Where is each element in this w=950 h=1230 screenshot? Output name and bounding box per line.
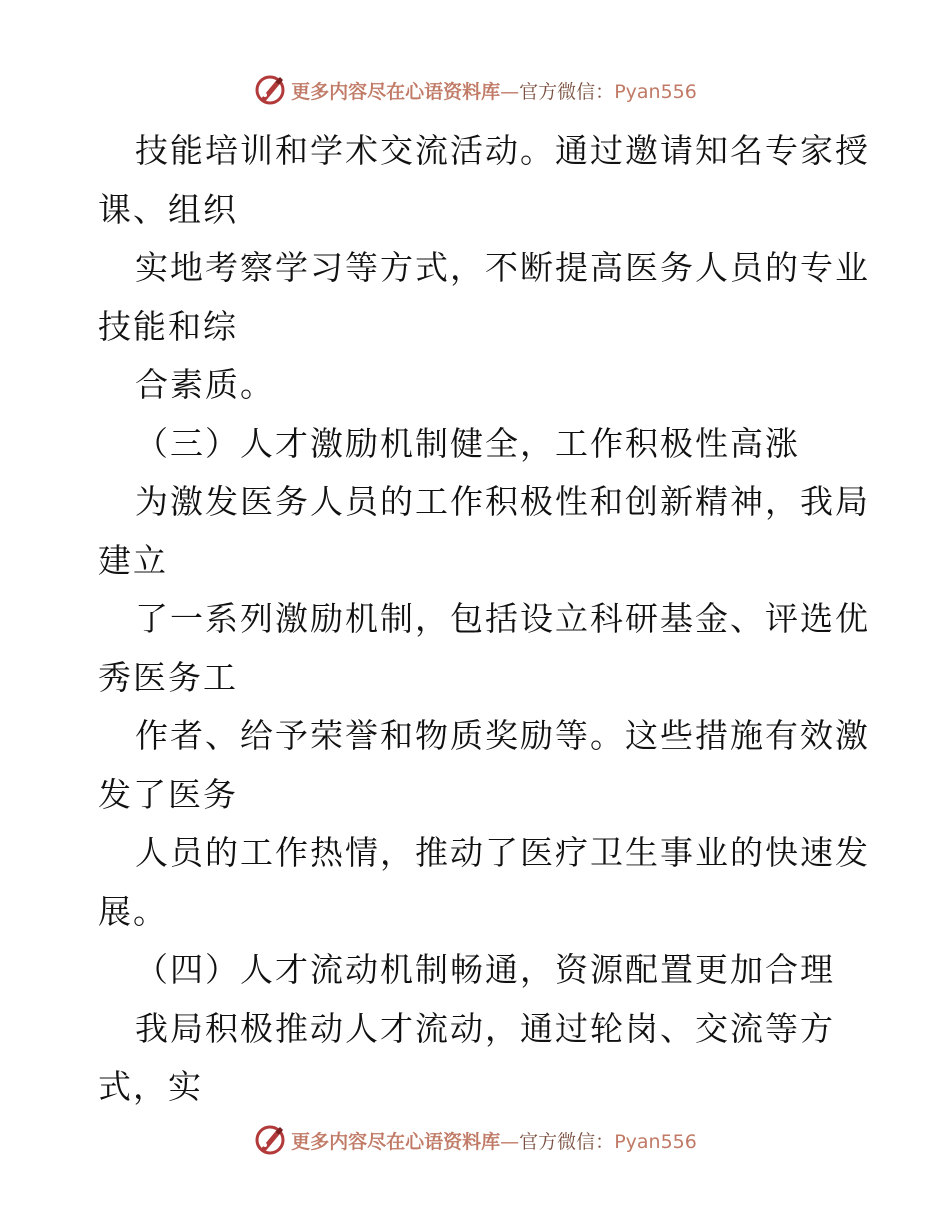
body-line: 我局积极推动人才流动，通过轮岗、交流等方	[135, 1008, 835, 1048]
body-line: 技能培训和学术交流活动。通过邀请知名专家授	[135, 131, 870, 170]
footer-wechat-id: Pyan556	[614, 1130, 697, 1153]
body-line: 式，实	[98, 1067, 203, 1106]
header-dash: —	[500, 80, 520, 103]
header-text	[291, 77, 697, 104]
pen-logo-icon	[253, 1123, 287, 1157]
document-body	[98, 122, 870, 1117]
footer-dash: —	[500, 1130, 520, 1153]
body-line: 了一系列激励机制，包括设立科研基金、评选优	[135, 599, 870, 638]
body-line: 人员的工作热情，推动了医疗卫生事业的快速发	[135, 833, 870, 872]
body-line: 建立	[98, 540, 168, 580]
pen-logo-icon	[253, 73, 287, 107]
header-wechat-label: 官方微信：	[519, 80, 615, 103]
header-wechat-id: Pyan556	[614, 80, 697, 103]
footer-text	[291, 1127, 697, 1154]
body-line: （四）人才流动机制畅通，资源配置更加合理	[135, 950, 835, 989]
header-banner	[0, 70, 950, 110]
body-line: 发了医务	[98, 774, 238, 814]
body-line: 技能和综	[98, 306, 238, 346]
body-line: （三）人才激励机制健全，工作积极性高涨	[135, 423, 800, 463]
body-line: 作者、给予荣誉和物质奖励等。这些措施有效激	[135, 716, 870, 755]
body-line: 展。	[98, 891, 168, 931]
body-line: 课、组织	[98, 189, 238, 229]
body-line: 为激发医务人员的工作积极性和创新精神，我局	[135, 482, 870, 521]
header-brand: 更多内容尽在心语资料库	[291, 80, 501, 103]
body-line: 合素质。	[135, 365, 275, 404]
body-line: 实地考察学习等方式，不断提高医务人员的专业	[135, 248, 870, 287]
footer-brand: 更多内容尽在心语资料库	[291, 1130, 501, 1153]
body-line: 秀医务工	[98, 657, 238, 697]
footer-banner	[0, 1120, 950, 1160]
footer-wechat-label: 官方微信：	[519, 1130, 615, 1153]
